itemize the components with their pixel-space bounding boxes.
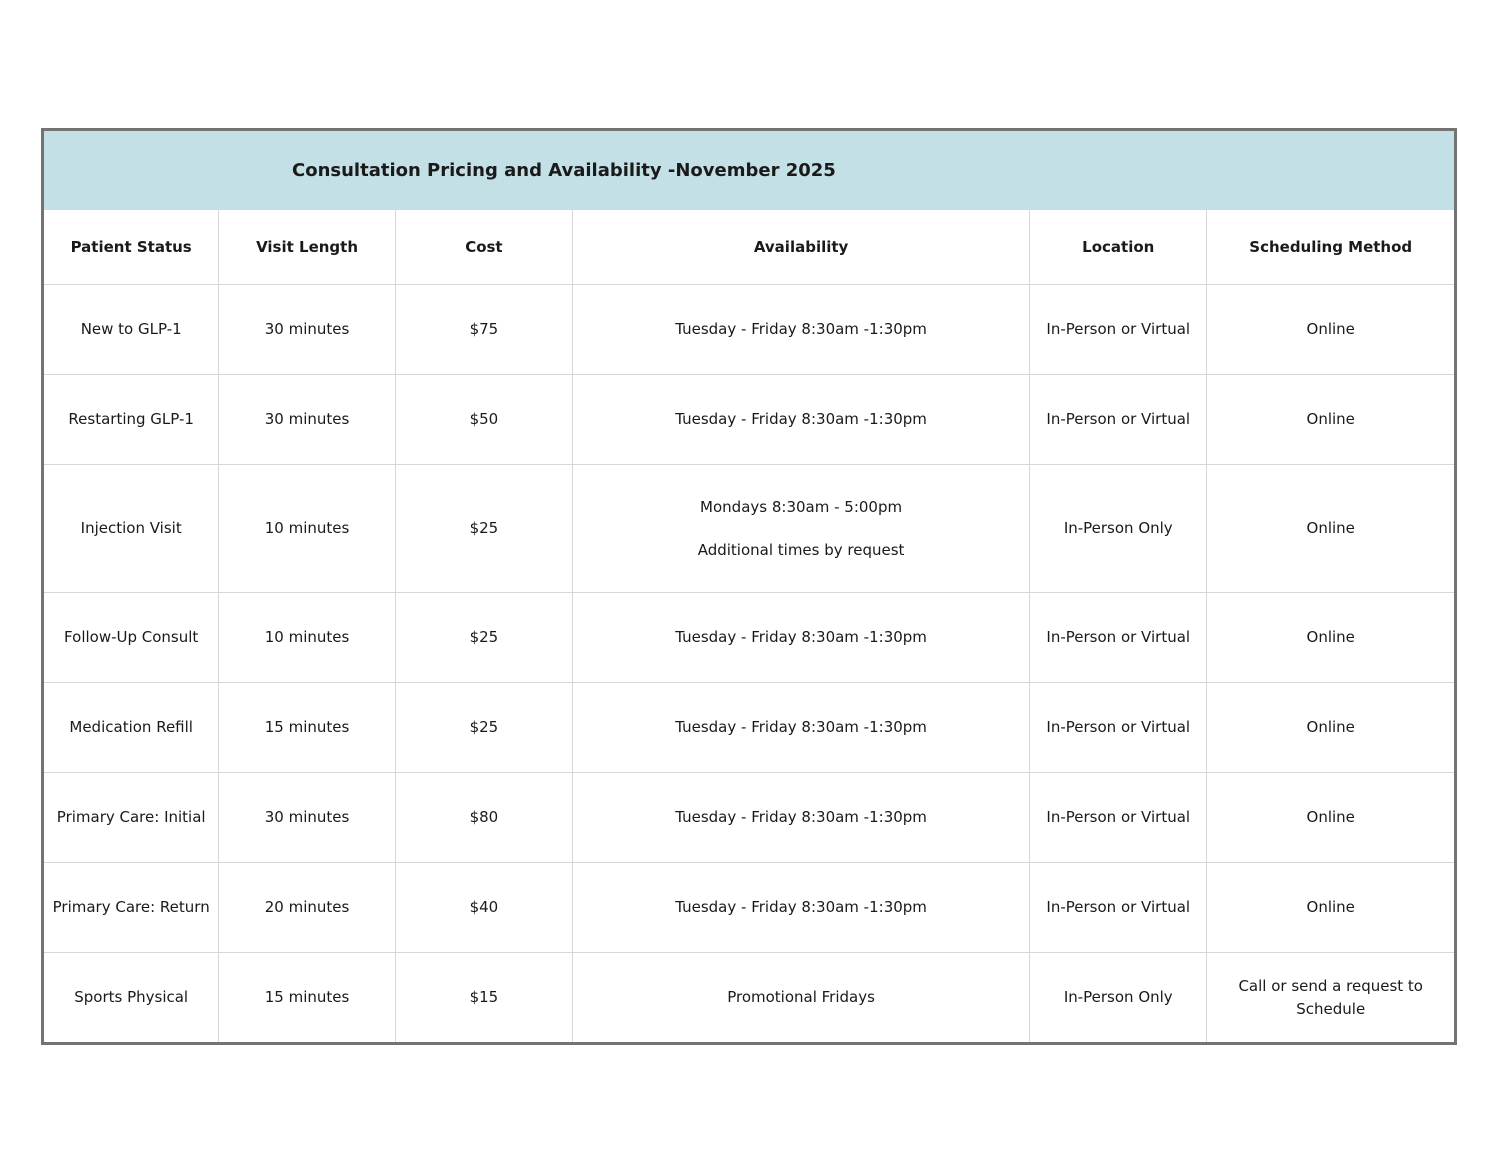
availability-cell xyxy=(573,683,1030,773)
cost-cell: $15 xyxy=(395,953,572,1044)
scheduling-method-cell: Online xyxy=(1207,375,1456,465)
location-cell: In-Person Only xyxy=(1030,465,1207,593)
column-header-scheduling-method: Scheduling Method xyxy=(1207,210,1456,285)
location-cell: In-Person or Virtual xyxy=(1030,683,1207,773)
location-cell: In-Person or Virtual xyxy=(1030,773,1207,863)
availability-line: Mondays 8:30am - 5:00pm xyxy=(700,497,903,516)
availability-line: Tuesday - Friday 8:30am -1:30pm xyxy=(675,410,927,428)
scheduling-method-cell: Online xyxy=(1207,863,1456,953)
title-spacer-cell xyxy=(1030,130,1207,210)
location-cell: In-Person or Virtual xyxy=(1030,285,1207,375)
availability-line: Tuesday - Friday 8:30am -1:30pm xyxy=(675,628,927,646)
scheduling-method-cell: Online xyxy=(1207,683,1456,773)
cost-cell: $80 xyxy=(395,773,572,863)
pricing-table xyxy=(41,128,1457,1045)
column-header-location: Location xyxy=(1030,210,1207,285)
visit-length-cell: 15 minutes xyxy=(219,683,395,773)
availability-cell xyxy=(573,773,1030,863)
scheduling-method-cell: Call or send a request to Schedule xyxy=(1207,953,1456,1044)
table-row xyxy=(43,953,1456,1044)
cost-cell: $25 xyxy=(395,593,572,683)
cost-cell: $75 xyxy=(395,285,572,375)
table-row xyxy=(43,863,1456,953)
table-title: Consultation Pricing and Availability -November 2025 xyxy=(43,130,1030,210)
visit-length-cell: 30 minutes xyxy=(219,285,395,375)
availability-cell xyxy=(573,953,1030,1044)
cost-cell: $25 xyxy=(395,465,572,593)
availability-cell xyxy=(573,465,1030,593)
availability-line: Tuesday - Friday 8:30am -1:30pm xyxy=(675,718,927,736)
visit-length-cell: 10 minutes xyxy=(219,465,395,593)
availability-cell xyxy=(573,285,1030,375)
patient-status-cell: Sports Physical xyxy=(43,953,219,1044)
availability-cell xyxy=(573,863,1030,953)
location-cell: In-Person or Virtual xyxy=(1030,375,1207,465)
cost-cell: $25 xyxy=(395,683,572,773)
location-cell: In-Person or Virtual xyxy=(1030,593,1207,683)
scheduling-method-cell: Online xyxy=(1207,593,1456,683)
availability-line: Promotional Fridays xyxy=(727,988,875,1006)
title-spacer-cell xyxy=(1207,130,1456,210)
availability-line: Tuesday - Friday 8:30am -1:30pm xyxy=(675,898,927,916)
availability-line: Tuesday - Friday 8:30am -1:30pm xyxy=(675,808,927,826)
patient-status-cell: Primary Care: Initial xyxy=(43,773,219,863)
scheduling-method-cell: Online xyxy=(1207,465,1456,593)
availability-cell xyxy=(573,593,1030,683)
visit-length-cell: 10 minutes xyxy=(219,593,395,683)
availability-line: Additional times by request xyxy=(697,540,905,559)
title-row xyxy=(43,130,1456,210)
column-header-visit-length: Visit Length xyxy=(219,210,395,285)
patient-status-cell: Follow-Up Consult xyxy=(43,593,219,683)
location-cell: In-Person or Virtual xyxy=(1030,863,1207,953)
cost-cell: $50 xyxy=(395,375,572,465)
visit-length-cell: 30 minutes xyxy=(219,773,395,863)
patient-status-cell: New to GLP-1 xyxy=(43,285,219,375)
visit-length-cell: 15 minutes xyxy=(219,953,395,1044)
header-row xyxy=(43,210,1456,285)
table-row xyxy=(43,375,1456,465)
column-header-availability: Availability xyxy=(573,210,1030,285)
visit-length-cell: 30 minutes xyxy=(219,375,395,465)
column-header-patient-status: Patient Status xyxy=(43,210,219,285)
table-row xyxy=(43,773,1456,863)
table-row xyxy=(43,683,1456,773)
table-body xyxy=(43,285,1456,1044)
patient-status-cell: Primary Care: Return xyxy=(43,863,219,953)
scheduling-method-cell: Online xyxy=(1207,773,1456,863)
patient-status-cell: Medication Refill xyxy=(43,683,219,773)
patient-status-cell: Injection Visit xyxy=(43,465,219,593)
availability-cell xyxy=(573,375,1030,465)
column-header-cost: Cost xyxy=(395,210,572,285)
cost-cell: $40 xyxy=(395,863,572,953)
scheduling-method-cell: Online xyxy=(1207,285,1456,375)
patient-status-cell: Restarting GLP-1 xyxy=(43,375,219,465)
availability-line: Tuesday - Friday 8:30am -1:30pm xyxy=(675,320,927,338)
table-row xyxy=(43,465,1456,593)
visit-length-cell: 20 minutes xyxy=(219,863,395,953)
table-row xyxy=(43,593,1456,683)
location-cell: In-Person Only xyxy=(1030,953,1207,1044)
table-row xyxy=(43,285,1456,375)
